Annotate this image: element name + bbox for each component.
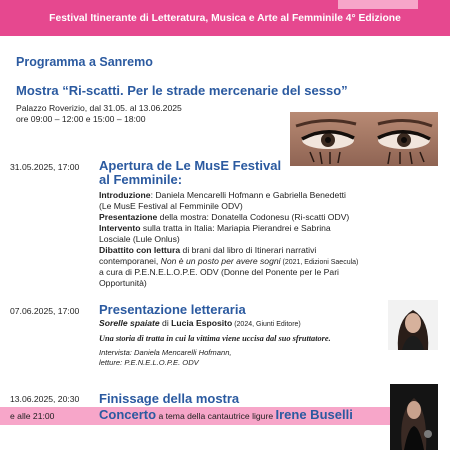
literary-quote: Una storia di tratta in cui la vittima viene uccisa dal suo sfruttatore.: [99, 334, 331, 343]
concert-line: [99, 407, 353, 422]
presentation-label: Presentazione: [99, 212, 158, 222]
concert-artist: Irene Buselli: [275, 407, 353, 422]
intro-text: : Daniela Mencarelli Hofmann e Gabriella Benedetti: [150, 190, 346, 200]
event-opening-title-2: al Femminile:: [99, 172, 183, 187]
intro-label: Introduzione: [99, 190, 151, 200]
debate-book: Non è un posto per avere sogni: [160, 256, 281, 266]
festival-title: Festival Itinerante di Letteratura, Musica e Arte al Femminile 4° Edizione: [49, 13, 401, 24]
speech-text: sulla tratta in Italia: Mariapia Pierandrei e Sabrina: [140, 223, 331, 233]
event-literary-title: Presentazione letteraria: [99, 302, 246, 317]
concert-time: e alle 21:00: [10, 411, 55, 421]
literary-note: (2024, Giunti Editore): [232, 321, 301, 328]
exhibition-title: Mostra “Ri-scatti. Per le strade mercenarie del sesso”: [16, 83, 348, 98]
opening-debate-4: Opportunità): [99, 278, 147, 288]
author-portrait: [388, 300, 438, 350]
literary-interview: Intervista: Daniela Mencarelli Hofmann,: [99, 348, 232, 357]
concert-label: Concerto: [99, 407, 157, 422]
event-finissage-title: Finissage della mostra: [99, 391, 240, 406]
debate-text: di brani dal libro di Itinerari narrativi: [180, 245, 317, 255]
presentation-text: della mostra: Donatella Codonesu (Ri-scatti ODV): [157, 212, 350, 222]
opening-presentation: [99, 212, 349, 223]
literary-readings: letture: P.E.N.E.L.O.P.E. ODV: [99, 358, 199, 367]
opening-speech-2: Losciale (Lule Onlus): [99, 234, 180, 244]
literary-author: Lucia Esposito: [171, 318, 233, 328]
singer-portrait: [390, 384, 438, 450]
opening-debate-3: a cura di P.E.N.E.L.O.P.E. ODV (Donne del Ponente per le Pari: [99, 267, 339, 277]
debate-label: Dibattito con lettura: [99, 245, 181, 255]
event-opening-date: 31.05.2025, 17:00: [10, 162, 80, 172]
program-title: Programma a Sanremo: [16, 55, 153, 69]
event-opening-title: Apertura de Le MusE Festival: [99, 158, 282, 173]
literary-book: Sorelle spaiate: [99, 318, 160, 328]
literary-book-line: [99, 318, 301, 330]
exhibition-venue: Palazzo Roverizio, dal 31.05. al 13.06.2025: [16, 103, 182, 113]
speech-label: Intervento: [99, 223, 141, 233]
eyes-photo: [290, 112, 438, 166]
exhibition-hours: ore 09:00 – 12:00 e 15:00 – 18:00: [16, 114, 146, 124]
concert-text: a tema della cantautrice ligure: [156, 411, 276, 421]
debate-prefix: contemporanei,: [99, 256, 161, 266]
opening-intro-2: (Le MusE Festival al Femminile ODV): [99, 201, 243, 211]
opening-debate: [99, 245, 316, 256]
header-tab: [338, 0, 418, 9]
literary-by: di: [159, 318, 172, 328]
event-finissage-date: 13.06.2025, 20:30: [10, 394, 80, 404]
event-literary-date: 07.06.2025, 17:00: [10, 306, 80, 316]
debate-book-note: (2021, Edizioni Saecula): [280, 259, 359, 266]
opening-intro: [99, 190, 346, 201]
opening-speech: [99, 223, 331, 234]
